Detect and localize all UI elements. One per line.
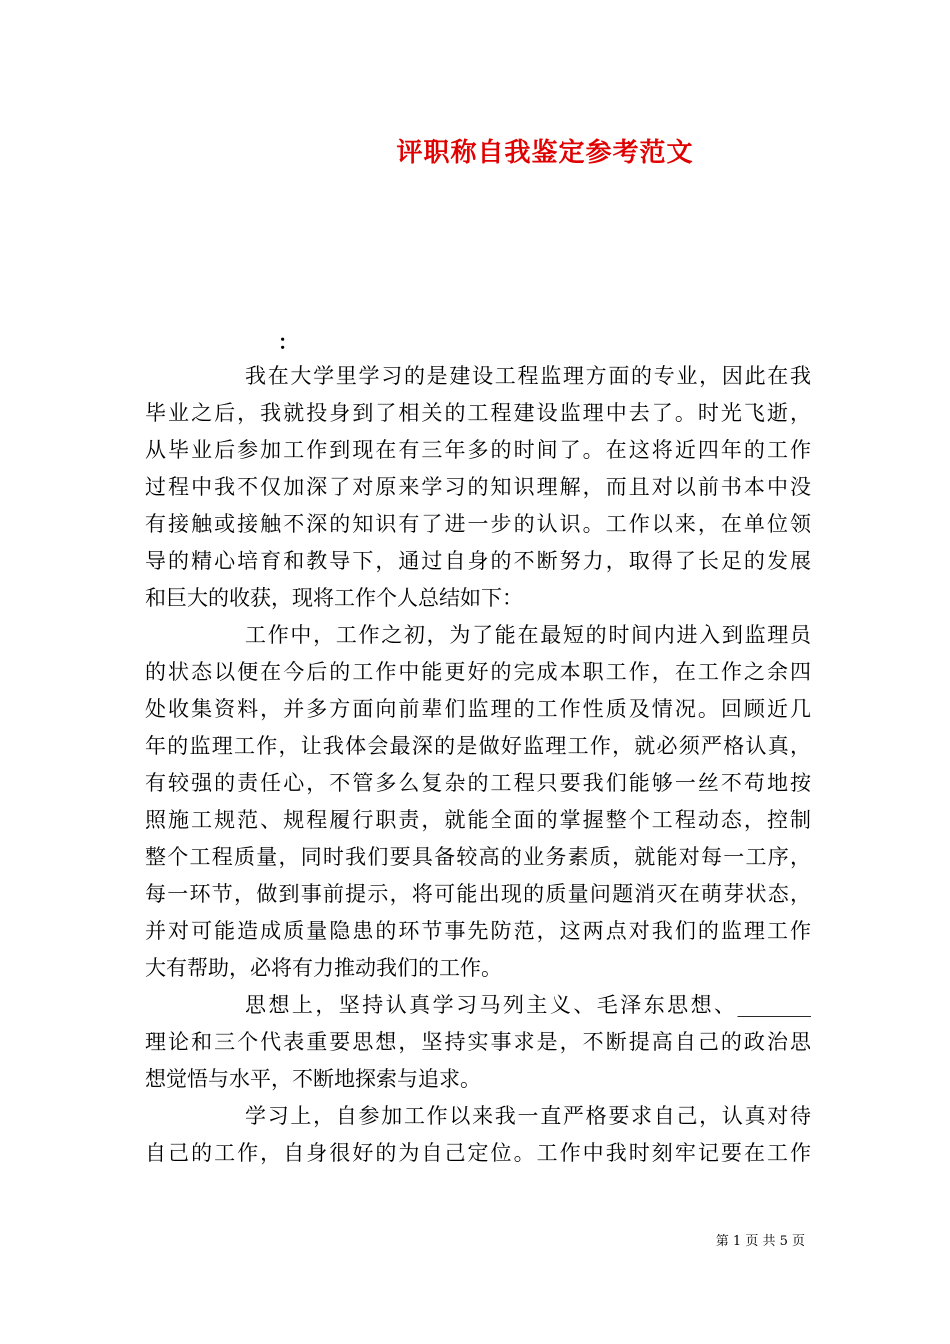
body-line: 导的精心培育和教导下，通过自身的不断努力，取得了长足的发展 <box>145 549 811 573</box>
body-line: 大有帮助，必将有力推动我们的工作。 <box>145 956 502 980</box>
body-line: 学习上，自参加工作以来我一直严格要求自己，认真对待 <box>245 1104 811 1128</box>
body-line: 年的监理工作，让我体会最深的是做好监理工作，就必须严格认真， <box>145 734 811 758</box>
body-line: 自己的工作，自身很好的为自己定位。工作中我时刻牢记要在工作 <box>145 1141 811 1165</box>
body-line: 毕业之后，我就投身到了相关的工程建设监理中去了。时光飞逝， <box>145 401 811 425</box>
body-line: 有接触或接触不深的知识有了进一步的认识。工作以来，在单位领 <box>145 512 811 536</box>
body-line: 和巨大的收获，现将工作个人总结如下： <box>145 586 523 610</box>
body-line: 有较强的责任心，不管多么复杂的工程只要我们能够一丝不苟地按 <box>145 771 811 795</box>
body-line: 整个工程质量，同时我们要具备较高的业务素质，就能对每一工序， <box>145 845 811 869</box>
body-line: 的状态以便在今后的工作中能更好的完成本职工作，在工作之余四 <box>145 660 811 684</box>
body-line: 照施工规范、规程履行职责，就能全面的掌握整个工程动态，控制 <box>145 808 811 832</box>
body-line: 思想上，坚持认真学习马列主义、毛泽东思想、_______ <box>245 993 811 1017</box>
body-line: 并对可能造成质量隐患的环节事先防范，这两点对我们的监理工作 <box>145 919 811 943</box>
body-line: 每一环节，做到事前提示，将可能出现的质量问题消灭在萌芽状态， <box>145 882 811 906</box>
body-line: 我在大学里学习的是建设工程监理方面的专业，因此在我 <box>245 364 811 388</box>
body-line: 从毕业后参加工作到现在有三年多的时间了。在这将近四年的工作 <box>145 438 811 462</box>
body-line: 处收集资料，并多方面向前辈们监理的工作性质及情况。回顾近几 <box>145 697 811 721</box>
page-footer: 第 1 页 共 5 页 <box>715 1234 805 1249</box>
document-body <box>145 358 811 1172</box>
body-line: 想觉悟与水平，不断地探索与追求。 <box>145 1067 481 1091</box>
body-line: 过程中我不仅加深了对原来学习的知识理解，而且对以前书本中没 <box>145 475 811 499</box>
document-title: 评职称自我鉴定参考范文 <box>396 138 694 168</box>
body-line: 工作中，工作之初，为了能在最短的时间内进入到监理员 <box>245 623 811 647</box>
subtitle-colon: ： <box>278 330 298 354</box>
body-line: 理论和三个代表重要思想，坚持实事求是，不断提高自己的政治思 <box>145 1030 811 1054</box>
